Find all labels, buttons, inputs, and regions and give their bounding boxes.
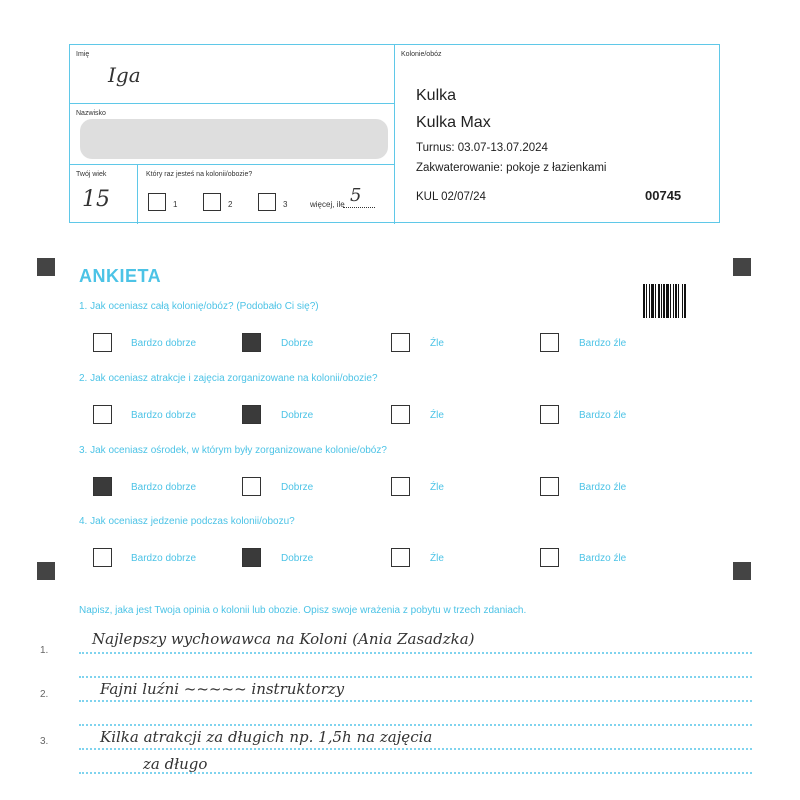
question-1-option-1-label: Bardzo dobrze	[131, 338, 197, 349]
turnus-dates: Turnus: 03.07-13.07.2024	[416, 142, 548, 154]
times-attended-cell	[138, 165, 395, 224]
question-3-option-4-checkbox[interactable]	[540, 477, 559, 496]
times-option-1-label: 1	[173, 200, 178, 209]
last-name-redaction	[80, 119, 388, 159]
question-2-text: 2. Jak oceniasz atrakcje i zajęcia zorganizowane na kolonii/obozie?	[79, 373, 378, 384]
question-2-option-3-label: Źle	[430, 410, 444, 421]
question-4-option-2-label: Dobrze	[281, 553, 314, 564]
question-4-option-1-label: Bardzo dobrze	[131, 553, 197, 564]
camp-code: KUL 02/07/24	[416, 191, 486, 203]
times-option-3-checkbox[interactable]	[258, 193, 276, 211]
age-label: Twój wiek	[76, 171, 107, 178]
question-1-option-2-checkbox[interactable]	[242, 333, 261, 352]
question-1-option-4-checkbox[interactable]	[540, 333, 559, 352]
question-4-option-2-checkbox[interactable]	[242, 548, 261, 567]
question-3-option-3-checkbox[interactable]	[391, 477, 410, 496]
last-name-cell	[70, 104, 395, 165]
form-number: 00745	[645, 188, 682, 203]
barcode	[643, 284, 698, 318]
question-1-option-2-label: Dobrze	[281, 338, 314, 349]
question-1-option-3-checkbox[interactable]	[391, 333, 410, 352]
answer-text-1[interactable]: Najlepszy wychowawca na Koloni (Ania Zasadzka)	[92, 630, 475, 648]
survey-title: ANKIETA	[79, 266, 162, 286]
question-1-option-1-checkbox[interactable]	[93, 333, 112, 352]
participant-header-form	[69, 44, 720, 223]
question-4-option-3-label: Źle	[430, 553, 444, 564]
first-name-label: Imię	[76, 51, 90, 58]
first-name-cell	[70, 45, 395, 104]
times-more-label: więcej, ile	[310, 200, 345, 209]
barcode-bar	[686, 284, 687, 318]
camp-info-cell	[395, 45, 721, 224]
question-2-option-3-checkbox[interactable]	[391, 405, 410, 424]
answer-line-number-3: 3.	[40, 736, 49, 747]
question-2-option-1-label: Bardzo dobrze	[131, 410, 197, 421]
opinion-prompt: Napisz, jaka jest Twoja opinia o kolonii lub obozie. Opisz swoje wrażenia z pobytu w trzech zdaniach.	[79, 605, 527, 616]
registration-marker-bottom-left	[37, 562, 55, 580]
question-3-option-1-checkbox[interactable]	[93, 477, 112, 496]
times-option-2-checkbox[interactable]	[203, 193, 221, 211]
question-2-option-1-checkbox[interactable]	[93, 405, 112, 424]
answer-text-3-continued[interactable]: za długo	[143, 755, 208, 773]
question-3-option-2-label: Dobrze	[281, 482, 314, 493]
answer-text-3[interactable]: Kilka atrakcji za długich np. 1,5h na zajęcia	[100, 728, 433, 746]
age-value[interactable]: 15	[82, 187, 110, 212]
registration-marker-bottom-right	[733, 562, 751, 580]
age-cell	[70, 165, 138, 224]
question-3-option-1-label: Bardzo dobrze	[131, 482, 197, 493]
question-3-option-3-label: Źle	[430, 482, 444, 493]
answer-line-3	[79, 748, 752, 750]
answer-line-1b	[79, 676, 752, 678]
question-4-option-4-checkbox[interactable]	[540, 548, 559, 567]
question-1-text: 1. Jak oceniasz całą kolonię/obóz? (Podobało Ci się?)	[79, 301, 319, 312]
question-1-option-4-label: Bardzo źle	[579, 338, 627, 349]
question-3-option-2-checkbox[interactable]	[242, 477, 261, 496]
answer-line-2b	[79, 724, 752, 726]
last-name-label: Nazwisko	[76, 110, 106, 117]
times-more-value[interactable]: 5	[350, 185, 362, 206]
times-more-underline	[343, 207, 375, 208]
answer-line-1	[79, 652, 752, 654]
question-1-option-3-label: Źle	[430, 338, 444, 349]
registration-marker-top-right	[733, 258, 751, 276]
camp-label: Kolonie/obóz	[401, 51, 442, 58]
question-2-option-4-checkbox[interactable]	[540, 405, 559, 424]
question-3-text: 3. Jak oceniasz ośrodek, w którym były zorganizowane kolonie/obóz?	[79, 445, 387, 456]
question-4-text: 4. Jak oceniasz jedzenie podczas kolonii/obozu?	[79, 516, 295, 527]
answer-line-2	[79, 700, 752, 702]
camp-full-name: Kulka Max	[416, 114, 491, 131]
accommodation-info: Zakwaterowanie: pokoje z łazienkami	[416, 162, 607, 174]
first-name-value[interactable]: Iga	[108, 63, 141, 87]
question-2-option-4-label: Bardzo źle	[579, 410, 627, 421]
times-attended-label: Który raz jesteś na kolonii/obozie?	[146, 171, 253, 178]
times-option-2-label: 2	[228, 200, 233, 209]
registration-marker-top-left	[37, 258, 55, 276]
camp-name: Kulka	[416, 87, 457, 104]
answer-line-number-1: 1.	[40, 645, 49, 656]
question-3-option-4-label: Bardzo źle	[579, 482, 627, 493]
answer-line-number-2: 2.	[40, 689, 49, 700]
question-2-option-2-label: Dobrze	[281, 410, 314, 421]
question-4-option-3-checkbox[interactable]	[391, 548, 410, 567]
question-2-option-2-checkbox[interactable]	[242, 405, 261, 424]
question-4-option-1-checkbox[interactable]	[93, 548, 112, 567]
question-4-option-4-label: Bardzo źle	[579, 553, 627, 564]
answer-text-2[interactable]: Fajni luźni ~~~~~ instruktorzy	[100, 680, 345, 698]
times-option-3-label: 3	[283, 200, 288, 209]
times-option-1-checkbox[interactable]	[148, 193, 166, 211]
